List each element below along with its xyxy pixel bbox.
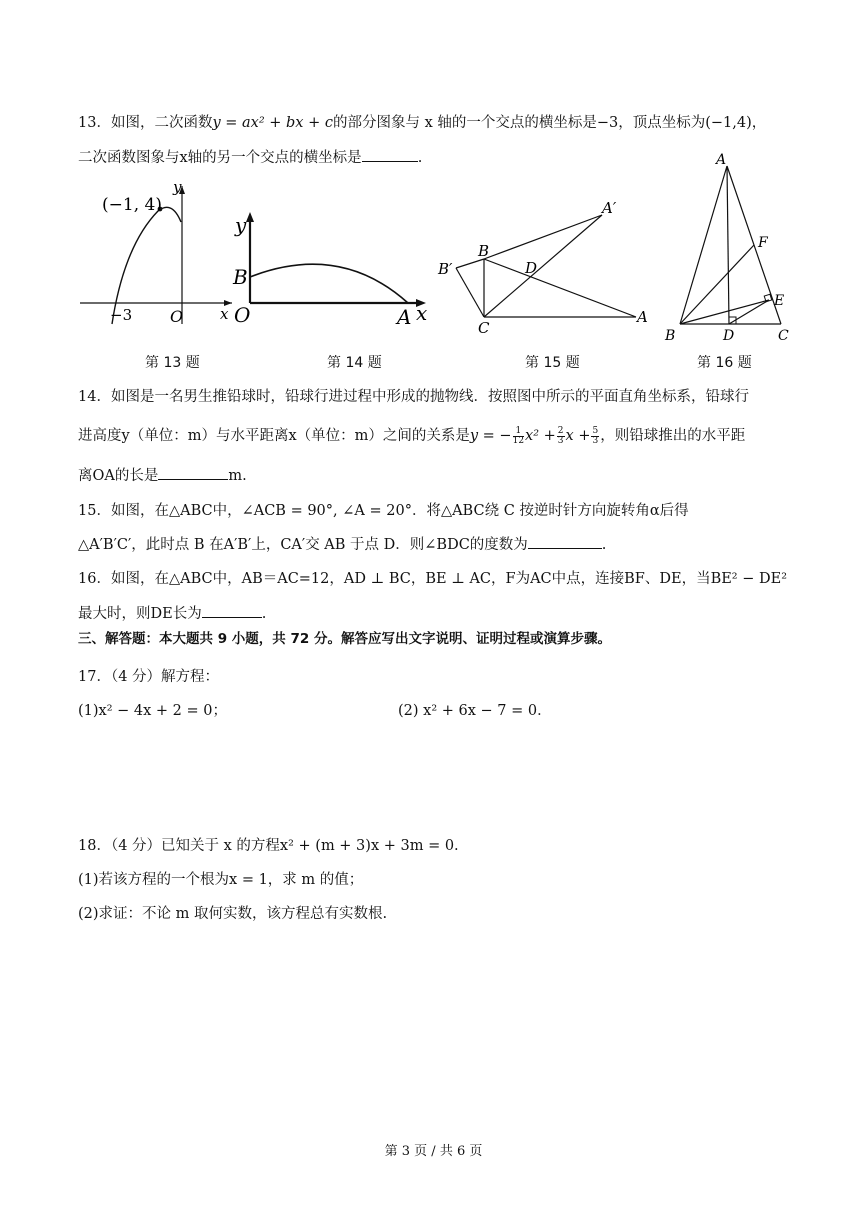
svg-text:D: D [525,259,538,277]
q16-line1: 16．如图，在△ABC中，AB＝AC=12，AD ⊥ BC，BE ⊥ AC，F为AC中点，连接BF、DE，当BE² − DE² [78,571,788,587]
svg-text:−3: −3 [110,306,133,324]
q18-title: 18．（4 分）已知关于 x 的方程x² + (m + 3)x + 3m = 0. [78,838,459,854]
svg-text:x: x [220,305,229,323]
svg-text:E: E [774,293,785,309]
svg-text:A: A [716,152,727,168]
answer-blank-16[interactable] [202,603,262,618]
figure-15 [432,195,657,340]
svg-text:O: O [170,307,184,326]
figure-14 [230,200,435,330]
svg-text:F: F [758,235,768,251]
svg-text:C: C [478,319,490,337]
section-heading: 三、解答题：本大题共 9 小题，共 72 分。解答应写出文字说明、证明过程或演算步骤。 [78,631,611,647]
answer-blank-14[interactable] [158,465,228,480]
answer-blank-13[interactable] [362,147,418,162]
svg-text:A′: A′ [602,199,617,217]
q15-line2: △A′B′C′，此时点 B 在A′B′上，CA′交 AB 于点 D．则∠BDC的度数为 . [78,534,606,555]
figure-16 [655,150,800,345]
q16-line2: 最大时，则DE长为 . [78,603,266,624]
q13-line1: 13．如图，二次函数y = ax² + bx + c的部分图象与 x 轴的一个交点的横坐标是−3，顶点坐标为(−1,4)， [78,115,767,131]
svg-text:A: A [637,308,648,326]
figure-13 [72,172,242,332]
q13-line2: 二次函数图象与x轴的另一个交点的横坐标是 . [78,147,422,168]
caption-16: 第 16 题 [697,355,752,371]
svg-text:B: B [478,242,490,260]
svg-text:A: A [397,305,412,329]
svg-text:B: B [233,265,248,289]
svg-text:B: B [665,328,676,344]
q18-part2: (2)求证：不论 m 取何实数，该方程总有实数根. [78,906,388,922]
q14-line2: 进高度y（单位：m）与水平距离x（单位：m）之间的关系是y = − $\frac{1}{12}$ x² + $\frac{2}{3}$ x + $\frac{5}{3}$ ，则铅球推出的水平距 [78,425,746,446]
q17-part1: (1)x² − 4x + 2 = 0； [78,703,227,719]
caption-13: 第 13 题 [145,355,200,371]
svg-text:O: O [234,303,251,327]
q14-line3: 离OA的长是 m. [78,465,247,486]
svg-text:y: y [173,178,182,196]
caption-15: 第 15 题 [525,355,580,371]
q17-title: 17．（4 分）解方程： [78,669,220,685]
svg-text:B′: B′ [438,260,453,278]
svg-text:x: x [416,301,428,325]
caption-14: 第 14 题 [327,355,382,371]
svg-text:D: D [723,328,735,344]
q14-line1: 14．如图是一名男生推铅球时，铅球行进过程中形成的抛物线．按照图中所示的平面直角坐标系，铅球行 [78,389,749,405]
answer-blank-15[interactable] [528,534,602,549]
q18-part1: (1)若该方程的一个根为x = 1，求 m 的值； [78,872,364,888]
fig13-vertex-label: (−1, 4) [102,195,162,215]
page-footer: 第 3 页 / 共 6 页 [384,1144,483,1159]
q13-formula: y = ax² + bx + c [212,115,333,131]
q15-line1: 15．如图，在△ABC中，∠ACB = 90°, ∠A = 20°．将△ABC绕 C 按逆时针方向旋转角α后得 [78,503,689,519]
q17-part2: (2) x² + 6x − 7 = 0． [398,703,552,719]
svg-text:C: C [778,328,789,344]
svg-text:y: y [235,213,247,237]
